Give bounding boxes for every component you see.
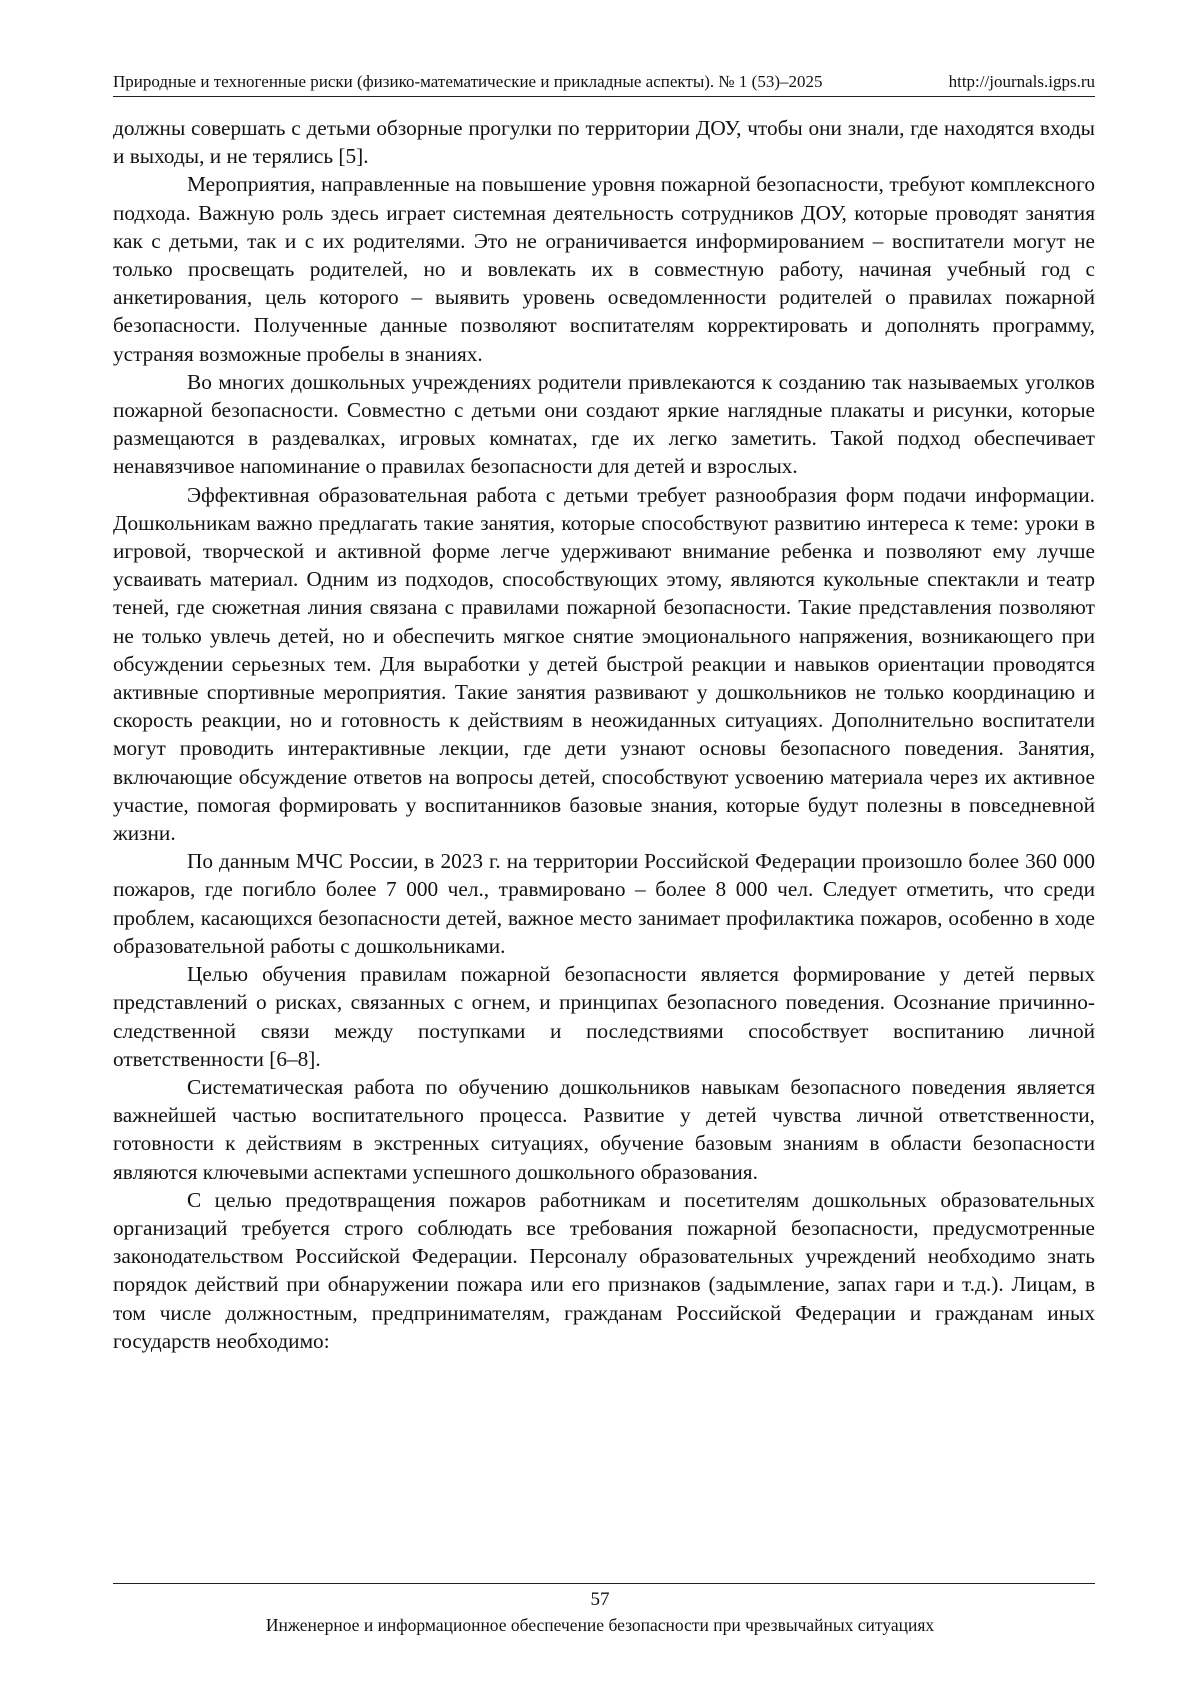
paragraph: Эффективная образовательная работа с детьми требует разнообразия форм подачи информации. Дошкольникам важно предлагать такие занятия, которые способствуют развитию интереса к теме: уроки в игровой, творческой и активной форме легче удерживают внимание ребенка и позволяют ему лучше усваивать материал. Одним из подходов, способствующих этому, являются кукольные спектакли и театр теней, где сюжетная линия связана с правилами пожарной безопасности. Такие представления позволяют не только увлечь детей, но и обеспечить мягкое снятие эмоционального напряжения, возникающего при обсуждении серьезных тем. Для выработки у детей быстрой реакции и навыков ориентации проводятся активные спортивные мероприятия. Такие занятия развивают у дошкольников не только координацию и скорость реакции, но и готовность к действиям в неожиданных ситуациях. Дополнительно воспитатели могут проводить интерактивные лекции, где дети узнают основы безопасного поведения. Занятия, включающие обсуждение ответов на вопросы детей, способствуют усвоению материала через их активное участие, помогая формировать у воспитанников базовые знания, которые будут полезны в повседневной жизни.	[113, 482, 1095, 846]
paragraph: С целью предотвращения пожаров работникам и посетителям дошкольных образовательных организаций требуется строго соблюдать все требования пожарной безопасности, предусмотренные законодательством Российской Федерации. Персоналу образовательных учреждений необходимо знать порядок действий при обнаружении пожара или его признаков (задымление, запах гари и т.д.). Лицам, в том числе должностным, предпринимателям, гражданам Российской Федерации и гражданам иных государств необходимо:	[113, 1187, 1095, 1353]
journal-url[interactable]: http://journals.igps.ru	[948, 72, 1095, 91]
paragraph: Целью обучения правилам пожарной безопасности является формирование у детей первых представлений о рисках, связанных с огнем, и принципах безопасного поведения. Осознание причинно-следственной связи между поступками и последствиями способствует воспитанию личной ответственности [6–8].	[113, 962, 1095, 1071]
paragraph: По данным МЧС России, в 2023 г. на территории Российской Федерации произошло более 360 000 пожаров, где погибло более 7 000 чел., травмировано – более 8 000 чел. Следует отметить, что среди проблем, касающихся безопасности детей, важное место занимает профилактика пожаров, особенно в ходе образовательной работы с дошкольниками.	[113, 849, 1095, 958]
paragraph: Мероприятия, направленные на повышение уровня пожарной безопасности, требуют комплексного подхода. Важную роль здесь играет системная деятельность сотрудников ДОУ, которые проводят занятия как с детьми, так и с их родителями. Это не ограничивается информированием – воспитатели могут не только просвещать родителей, но и вовлекать их в совместную работу, начиная учебный год с анкетирования, цель которого – выявить уровень осведомленности родителей о правилах пожарной безопасности. Полученные данные позволяют воспитателям корректировать и дополнять программу, устраняя возможные пробелы в знаниях.	[113, 172, 1095, 366]
article-body	[113, 114, 1095, 1355]
running-footer: Инженерное и информационное обеспечение безопасности при чрезвычайных ситуациях	[265, 1615, 935, 1635]
header-divider	[113, 96, 1095, 97]
running-header	[113, 72, 1095, 92]
footer-divider	[113, 1583, 1095, 1584]
journal-title: Природные и техногенные риски (физико-математические и прикладные аспекты). № 1 (53)–2025	[113, 72, 823, 91]
paragraph: Систематическая работа по обучению дошкольников навыкам безопасного поведения является важнейшей частью воспитательного процесса. Развитие у детей чувства личной ответственности, готовности к действиям в экстренных ситуациях, обучение базовым знаниям в области безопасности являются ключевыми аспектами успешного дошкольного образования.	[113, 1074, 1095, 1184]
paragraph-continued: должны совершать с детьми обзорные прогулки по территории ДОУ, чтобы они знали, где находятся входы и выходы, и не терялись [5].	[113, 116, 1095, 169]
page-number: 57	[590, 1589, 610, 1610]
paragraph: Во многих дошкольных учреждениях родители привлекаются к созданию так называемых уголков пожарной безопасности. Совместно с детьми они создают яркие наглядные плакаты и рисунки, которые размещаются в раздевалках, игровых комнатах, где их легко заметить. Такой подход обеспечивает ненавязчивое напоминание о правилах безопасности для детей и взрослых.	[113, 369, 1095, 479]
